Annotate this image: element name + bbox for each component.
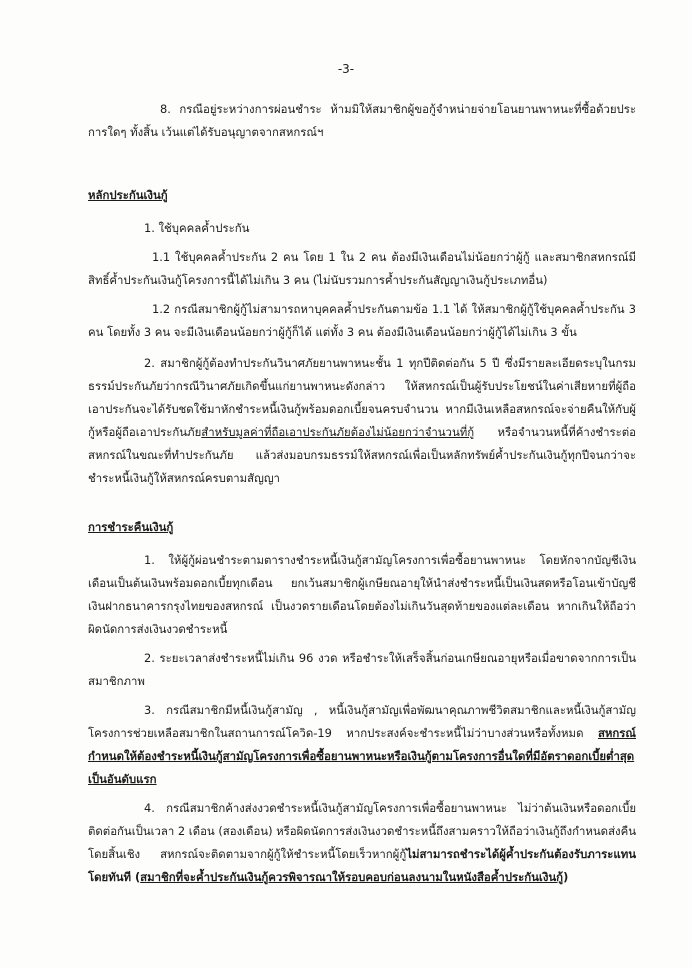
repayment-item-3-emphasis: สหกรณ์กำหนดให้ต้องชำระหนี้เงินกู้สามัญโครงการเพื่อซื้อยานพาหนะหรือเงินกู้ตามโครงการอื่นใดที่มีอัตราดอกเบี้ยต่ำสุดเป็นอันดับแรก [88,726,636,786]
repayment-item-3-text: 3. กรณีสมาชิกมีหนี้เงินกู้สามัญ , หนี้เงินกู้สามัญเพื่อพัฒนาคุณภาพชีวิตสมาชิกและหนี้เงินกู้สามัญโครงการช่วยเหลือสมาชิกในสถานการณ์โควิด-19 หากประสงค์จะชำระหนี้ไม่ว่าบางส่วนหรือทั้งหมด [88,703,636,740]
repayment-item-2: 2. ระยะเวลาส่งชำระหนี้ไม่เกิน 96 งวด หรือชำระให้เสร็จสิ้นก่อนเกษียณอายุหรือเมื่อขาดจากการเป็นสมาชิกภาพ [88,651,636,688]
repayment-item-4-text: 4. กรณีสมาชิกค้างส่งงวดชำระหนี้เงินกู้สามัญโครงการเพื่อซื้อยานพาหนะ ไม่ว่าต้นเงินหรือดอกเบี้ยติดต่อกันเป็นเวลา 2 เดือน (สองเดือน) หรือผิดนัดการส่งเงินงวดชำระหนี้ถึงสามคราวให้ถือว่าเงินกู้ถึงกำหนดส่งคืนโดยสิ้นเชิง สหกรณ์จะติดตามจากผู้กู้ให้ชำระหนี้โดยเร็วหากผู้กู้ [88,801,636,861]
repayment-item-4-emphasis: สมาชิกที่จะค้ำประกันเงินกู้ควรพิจารณาให้รอบคอบก่อนลงนามในหนังสือค้ำประกันเงินกู้ [140,870,564,884]
collateral-item-1-2: 1.2 กรณีสมาชิกผู้กู้ไม่สามารถหาบุคคลค้ำประกันตามข้อ 1.1 ได้ ให้สมาชิกผู้กู้ใช้บุคคลค้ำประกัน 3 คน โดยทั้ง 3 คน จะมีเงินเดือนน้อยกว่าผู้กู้ก็ได้ แต่ทั้ง 3 คน ต้องมีเงินเดือนน้อยกว่าผู้กู้ได้ไม่เกิน 3 ขั้น [88,302,636,339]
collateral-item-1-1: 1.1 ใช้บุคคลค้ำประกัน 2 คน โดย 1 ใน 2 คน ต้องมีเงินเดือนไม่น้อยกว่าผู้กู้ และสมาชิกสหกรณ์มีสิทธิ์ค้ำประกันเงินกู้โครงการนี้ได้ไม่เกิน 3 คน (ไม่นับรวมการค้ำประกันสัญญาเงินกู้ประเภทอื่น) [88,250,636,287]
repayment-item-4-bold: ไม่สามารถชำระได้ผู้ค้ำประกันต้องรับภาระแทนโดยทันที [88,847,636,884]
page-number: -3- [337,62,355,76]
repayment-item-3 [88,699,636,791]
collateral-item-2-text: 2. สมาชิกผู้กู้ต้องทำประกันวินาศภัยยานพาหนะชั้น 1 ทุกปีติดต่อกัน 5 ปี ซึ่งมีรายละเอียดระบุในกรมธรรม์ประกันภัยว่ากรณีวินาศภัยเกิดขึ้นแก่ยานพาหนะดังกล่าว ให้สหกรณ์เป็นผู้รับประโยชน์ในค่าเสียหายที่ผู้ถือเอาประกันจะได้รับชดใช้มาหักชำระหนี้เงินกู้พร้อมดอกเบี้ยจนครบจำนวน หากมีเงินเหลือสหกรณ์จะจ่ายคืนให้กับผู้กู้หรือผู้ถือเอาประกันภัย [88,356,636,439]
collateral-item-1: 1. ใช้บุคคลค้ำประกัน [144,221,250,235]
clause-8: 8. กรณีอยู่ระหว่างการผ่อนชำระ ห้ามมิให้สมาชิกผู้ขอกู้จำหน่ายจ่ายโอนยานพาหนะที่ซื้อด้วยประการใดๆ ทั้งสิ้น เว้นแต่ได้รับอนุญาตจากสหกรณ์ฯ [88,102,636,139]
heading-collateral: หลักประกันเงินกู้ [88,188,168,202]
repayment-item-4-paren-open: ( [131,870,141,884]
repayment-item-4 [88,797,636,889]
collateral-item-2 [88,352,636,490]
repayment-item-4-paren-close: ) [563,870,569,884]
collateral-item-2-text-end: หรือจำนวนหนี้ที่ค้างชำระต่อสหกรณ์ในขณะที่ทำประกันภัย แล้วส่งมอบกรมธรรม์ให้สหกรณ์เพื่อเป็นหลักทรัพย์ค้ำประกันเงินกู้ทุกปีจนกว่าจะชำระหนี้เงินกู้ให้สหกรณ์ครบตามสัญญา [88,425,636,485]
repayment-item-1: 1. ให้ผู้กู้ผ่อนชำระตามตารางชำระหนี้เงินกู้สามัญโครงการเพื่อซื้อยานพาหนะ โดยหักจากบัญชีเงินเดือนเป็นต้นเงินพร้อมดอกเบี้ยทุกเดือน ยกเว้นสมาชิกผู้เกษียณอายุให้นำส่งชำระหนี้เป็นเงินสดหรือโอนเข้าบัญชีเงินฝากธนาคารกรุงไทยของสหกรณ์ เป็นงวดรายเดือนโดยต้องไม่เกินวันสุดท้ายของแต่ละเดือน หากเกินให้ถือว่าผิดนัดการส่งเงินงวดชำระหนี้ [88,553,636,636]
collateral-item-2-underlined: สำหรับมูลค่าที่ถือเอาประกันภัยต้องไม่น้อยกว่าจำนวนที่กู้ [201,425,475,439]
heading-repayment: การชำระคืนเงินกู้ [88,520,174,534]
document-body [88,98,636,889]
